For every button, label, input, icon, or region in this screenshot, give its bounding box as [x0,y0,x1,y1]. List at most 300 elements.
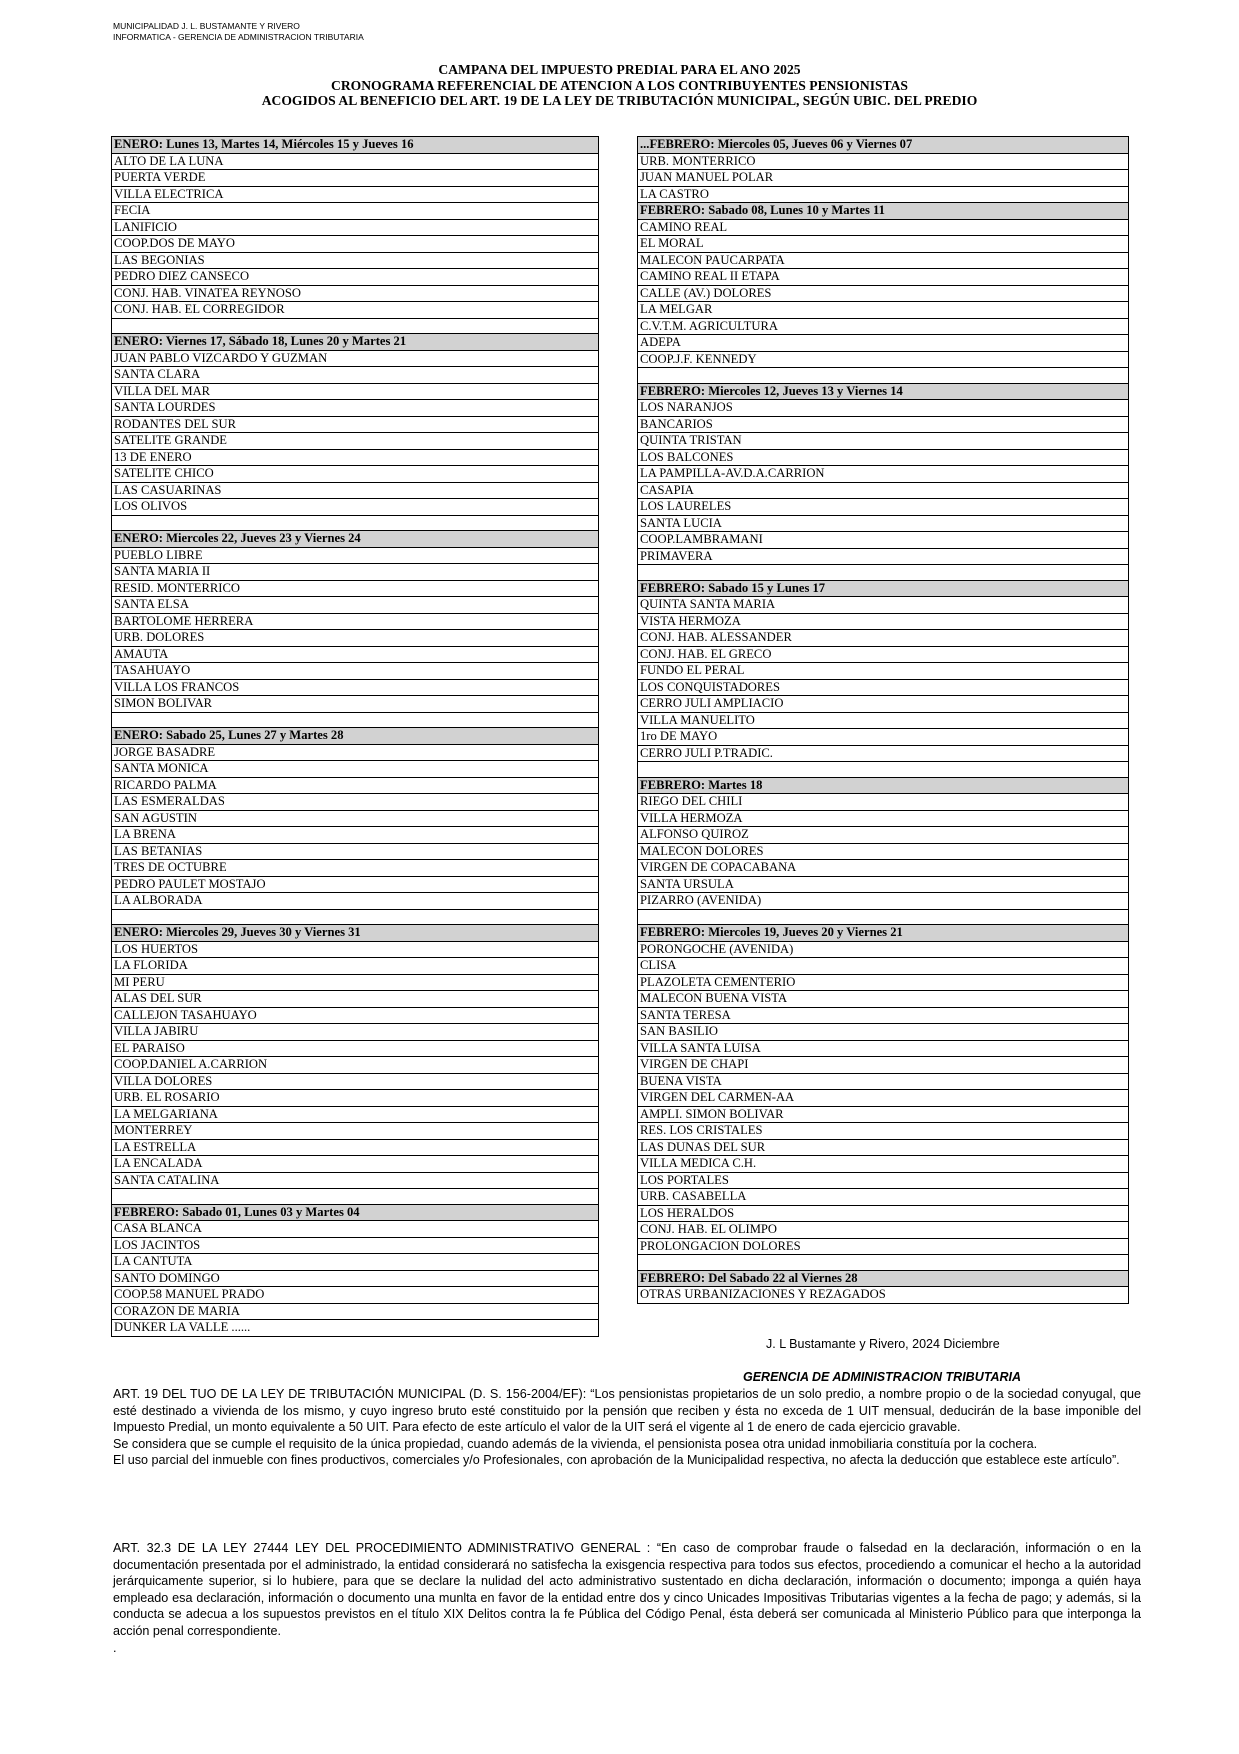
legal-art-32-paragraph: ART. 32.3 DE LA LEY 27444 LEY DEL PROCEDIMIENTO ADMINISTRATIVO GENERAL : “En caso de comprobar fraude o falsedad en la declaración, información o en la documentación presentada por el administrado, la entidad considerará no satisfecha la exisgencia respectiva para todos sus efectos, procediendo a comunicar el hecho a la autoridad jerárquicamente superior, si lo hubiere, para que se declare la nulidad del acto administrativo sustentado en dicha declaración, información o documento; imponga a quién haya empleado esa declaración, información o documento una munlta en favor de la entidad entre dos y cinco Unicades Impositivas Tributarias vigentes a la fecha de pago; y además, si la conducta se adecua a los supuestos previstos en el título XIX Delitos contra la fe Pública del Código Penal, ésta deberá ser comunicada al Ministerio Público para que interponga la acción penal correspondiente. [113,1541,1141,1638]
urbanization-name: SATELITE GRANDE [112,433,599,450]
schedule-row [638,860,1129,877]
schedule-row [638,991,1129,1008]
schedule-row [638,449,1129,466]
urbanization-name: CERRO JULI AMPLIACIO [638,696,1129,713]
urbanization-name: LA MELGAR [638,302,1129,319]
schedule-row [112,564,599,581]
urbanization-name: CONJ. HAB. ALESSANDER [638,630,1129,647]
schedule-row [112,1287,599,1304]
urbanization-name: RICARDO PALMA [112,777,599,794]
schedule-row [112,941,599,958]
schedule-row [638,712,1129,729]
schedule-row [112,1221,599,1238]
schedule-row [638,1024,1129,1041]
urbanization-name: LA MELGARIANA [112,1106,599,1123]
urbanization-name: LOS CONQUISTADORES [638,679,1129,696]
urbanization-name: PORONGOCHE (AVENIDA) [638,941,1129,958]
schedule-header-row [638,580,1129,597]
schedule-row [112,991,599,1008]
urbanization-name [638,565,1129,581]
schedule-row [638,794,1129,811]
schedule-row [112,843,599,860]
urbanization-name: 13 DE ENERO [112,449,599,466]
schedule-row [638,729,1129,746]
schedule-row [112,794,599,811]
schedule-row [638,1238,1129,1255]
schedule-row [638,843,1129,860]
schedule-row [112,1090,599,1107]
urbanization-name: BUENA VISTA [638,1073,1129,1090]
schedule-row [112,1040,599,1057]
urbanization-name: ALAS DEL SUR [112,991,599,1008]
schedule-row [112,449,599,466]
schedule-header-row [112,1204,599,1221]
schedule-row [638,941,1129,958]
urbanization-name: PLAZOLETA CEMENTERIO [638,974,1129,991]
schedule-date-header: ...FEBRERO: Miercoles 05, Jueves 06 y Viernes 07 [638,137,1129,154]
schedule-row [112,482,599,499]
urbanization-name: LA BRENA [112,827,599,844]
schedule-row [638,302,1129,319]
urbanization-name: LAS ESMERALDAS [112,794,599,811]
urbanization-name: FECIA [112,203,599,220]
urbanization-name: ADEPA [638,335,1129,352]
urbanization-name: CERRO JULI P.TRADIC. [638,745,1129,762]
urbanization-name: LOS HERALDOS [638,1205,1129,1222]
schedule-row [112,1254,599,1271]
schedule-header-row [638,777,1129,794]
urbanization-name: SANTA LUCIA [638,515,1129,532]
schedule-row [638,613,1129,630]
urbanization-name: BARTOLOME HERRERA [112,613,599,630]
schedule-row [638,663,1129,680]
urbanization-name: COOP.LAMBRAMANI [638,532,1129,549]
schedule-date-header: FEBRERO: Martes 18 [638,777,1129,794]
schedule-row [638,1040,1129,1057]
urbanization-name: RESID. MONTERRICO [112,580,599,597]
schedule-row [112,958,599,975]
schedule-row [638,1106,1129,1123]
schedule-row [112,1007,599,1024]
urbanization-name: LOS LAURELES [638,499,1129,516]
urbanization-name: EL MORAL [638,236,1129,253]
schedule-header-row [638,383,1129,400]
schedule-row [112,1024,599,1041]
urbanization-name: CONJ. HAB. EL OLIMPO [638,1222,1129,1239]
schedule-row [112,630,599,647]
schedule-date-header: ENERO: Miercoles 22, Jueves 23 y Viernes 24 [112,531,599,548]
urbanization-name: SANTA MARIA II [112,564,599,581]
schedule-table-right [637,136,1129,1304]
schedule-row [112,597,599,614]
urbanization-name: SANTA LOURDES [112,400,599,417]
schedule-row [638,974,1129,991]
urbanization-name [112,318,599,334]
schedule-header-row [112,137,599,154]
urbanization-name: PRIMAVERA [638,548,1129,565]
document-header [113,21,364,43]
urbanization-name: MALECON DOLORES [638,843,1129,860]
urbanization-name: SANTA ELSA [112,597,599,614]
schedule-row [638,1090,1129,1107]
schedule-row [638,400,1129,417]
urbanization-name: VILLA ELECTRICA [112,186,599,203]
schedule-row [112,302,599,319]
urbanization-name: ALFONSO QUIROZ [638,827,1129,844]
schedule-row [112,580,599,597]
schedule-row [112,186,599,203]
schedule-row [112,646,599,663]
legal-art-32 [113,1540,1141,1656]
urbanization-name [112,515,599,531]
urbanization-name: QUINTA SANTA MARIA [638,597,1129,614]
urbanization-name: VILLA SANTA LUISA [638,1040,1129,1057]
urbanization-name [112,909,599,925]
legal-art-19-paragraph: Se considera que se cumple el requisito de la única propiedad, cuando además de la vivienda, el pensionista posea otra unidad inmobiliaria constituía por la cochera. [113,1436,1038,1451]
schedule-date-header: FEBRERO: Sabado 08, Lunes 10 y Martes 11 [638,203,1129,220]
urbanization-name: AMPLI. SIMON BOLIVAR [638,1106,1129,1123]
schedule-header-row [638,925,1129,942]
urbanization-name: URB. DOLORES [112,630,599,647]
urbanization-name: AMAUTA [112,646,599,663]
schedule-row [638,515,1129,532]
schedule-row [112,383,599,400]
urbanization-name: LOS OLIVOS [112,499,599,516]
schedule-row [112,1189,599,1205]
schedule-row [638,909,1129,925]
schedule-row [112,810,599,827]
urbanization-name: LA ALBORADA [112,893,599,910]
schedule-row [638,499,1129,516]
urbanization-name: BANCARIOS [638,416,1129,433]
urbanization-name: 1ro DE MAYO [638,729,1129,746]
schedule-row [112,285,599,302]
urbanization-name: RODANTES DEL SUR [112,416,599,433]
urbanization-name: SIMON BOLIVAR [112,696,599,713]
schedule-row [638,893,1129,910]
schedule-row [638,219,1129,236]
schedule-row [638,416,1129,433]
urbanization-name: LA ESTRELLA [112,1139,599,1156]
urbanization-name [638,1255,1129,1271]
urbanization-name: LOS HUERTOS [112,941,599,958]
schedule-row [112,909,599,925]
schedule-row [112,1172,599,1189]
urbanization-name: SANTA CLARA [112,367,599,384]
schedule-header-row [638,1270,1129,1287]
header-line-municipality: MUNICIPALIDAD J. L. BUSTAMANTE Y RIVERO [113,21,300,31]
urbanization-name [638,368,1129,384]
urbanization-name: TRES DE OCTUBRE [112,860,599,877]
schedule-row [638,1189,1129,1206]
schedule-row [638,597,1129,614]
schedule-row [638,827,1129,844]
urbanization-name: SANTO DOMINGO [112,1270,599,1287]
urbanization-name: C.V.T.M. AGRICULTURA [638,318,1129,335]
schedule-row [638,532,1129,549]
schedule-row [638,1205,1129,1222]
schedule-row [638,1172,1129,1189]
schedule-row [638,153,1129,170]
schedule-row [638,252,1129,269]
schedule-row [112,860,599,877]
urbanization-name: TASAHUAYO [112,663,599,680]
schedule-row [638,186,1129,203]
schedule-row [112,1303,599,1320]
title-line-1: CAMPANA DEL IMPUESTO PREDIAL PARA EL ANO 2025 [438,62,801,77]
urbanization-name: VIRGEN DEL CARMEN-AA [638,1090,1129,1107]
urbanization-name: VILLA JABIRU [112,1024,599,1041]
urbanization-name: LANIFICIO [112,219,599,236]
urbanization-name: OTRAS URBANIZACIONES Y REZAGADOS [638,1287,1129,1304]
urbanization-name: PEDRO PAULET MOSTAJO [112,876,599,893]
schedule-row [112,893,599,910]
urbanization-name: PROLONGACION DOLORES [638,1238,1129,1255]
schedule-date-header: ENERO: Miercoles 29, Jueves 30 y Viernes 31 [112,925,599,942]
schedule-row [638,1057,1129,1074]
urbanization-name: SAN BASILIO [638,1024,1129,1041]
document-titles [0,62,1239,109]
schedule-row [112,1073,599,1090]
urbanization-name: MALECON BUENA VISTA [638,991,1129,1008]
schedule-row [638,696,1129,713]
urbanization-name: EL PARAISO [112,1040,599,1057]
urbanization-name: JUAN MANUEL POLAR [638,170,1129,187]
gerencia-signature: GERENCIA DE ADMINISTRACION TRIBUTARIA [743,1370,1022,1384]
schedule-row [638,285,1129,302]
schedule-header-row [112,925,599,942]
urbanization-name: RIEGO DEL CHILI [638,794,1129,811]
schedule-row [638,236,1129,253]
urbanization-name: CORAZON DE MARIA [112,1303,599,1320]
schedule-row [638,1073,1129,1090]
urbanization-name [638,762,1129,778]
urbanization-name: VIRGEN DE COPACABANA [638,860,1129,877]
urbanization-name: URB. EL ROSARIO [112,1090,599,1107]
urbanization-name: LOS PORTALES [638,1172,1129,1189]
urbanization-name: LAS BEGONIAS [112,252,599,269]
place-date: J. L Bustamante y Rivero, 2024 Diciembre [766,1337,1000,1351]
schedule-row [638,1156,1129,1173]
urbanization-name: PUEBLO LIBRE [112,547,599,564]
urbanization-name: URB. MONTERRICO [638,153,1129,170]
schedule-row [638,433,1129,450]
schedule-row [112,1237,599,1254]
urbanization-name: LAS CASUARINAS [112,482,599,499]
urbanization-name: SANTA TERESA [638,1007,1129,1024]
schedule-header-row [112,728,599,745]
schedule-table-left [111,136,599,1337]
title-line-3: ACOGIDOS AL BENEFICIO DEL ART. 19 DE LA LEY DE TRIBUTACIÓN MUNICIPAL, SEGÚN UBIC. DEL PREDIO [261,93,978,108]
urbanization-name: VISTA HERMOZA [638,613,1129,630]
urbanization-name: CAMINO REAL II ETAPA [638,269,1129,286]
urbanization-name: JORGE BASADRE [112,744,599,761]
schedule-date-header: FEBRERO: Sabado 15 y Lunes 17 [638,580,1129,597]
urbanization-name: CAMINO REAL [638,219,1129,236]
schedule-row [112,1139,599,1156]
schedule-row [112,1057,599,1074]
schedule-row [638,548,1129,565]
schedule-row [638,679,1129,696]
urbanization-name: LOS JACINTOS [112,1237,599,1254]
schedule-date-header: ENERO: Lunes 13, Martes 14, Miércoles 15 y Jueves 16 [112,137,599,154]
urbanization-name: LA CASTRO [638,186,1129,203]
urbanization-name: CONJ. HAB. EL CORREGIDOR [112,302,599,319]
schedule-date-header: FEBRERO: Miercoles 19, Jueves 20 y Viernes 21 [638,925,1129,942]
schedule-date-header: ENERO: Viernes 17, Sábado 18, Lunes 20 y Martes 21 [112,334,599,351]
urbanization-name: RES. LOS CRISTALES [638,1123,1129,1140]
urbanization-name: COOP.58 MANUEL PRADO [112,1287,599,1304]
urbanization-name: MONTERREY [112,1123,599,1140]
urbanization-name: SANTA MONICA [112,761,599,778]
urbanization-name: COOP.DOS DE MAYO [112,236,599,253]
urbanization-name [112,712,599,728]
schedule-row [112,1320,599,1337]
schedule-row [112,974,599,991]
urbanization-name: PUERTA VERDE [112,170,599,187]
schedule-row [112,663,599,680]
schedule-row [112,269,599,286]
trailing-dot: . [113,1640,117,1655]
schedule-row [638,335,1129,352]
schedule-row [112,219,599,236]
schedule-row [112,318,599,334]
schedule-row [638,482,1129,499]
schedule-row [112,712,599,728]
schedule-row [112,547,599,564]
urbanization-name: VILLA DOLORES [112,1073,599,1090]
schedule-row [112,827,599,844]
schedule-row [112,153,599,170]
urbanization-name: ALTO DE LA LUNA [112,153,599,170]
schedule-row [112,433,599,450]
schedule-row [112,1123,599,1140]
urbanization-name: LAS BETANIAS [112,843,599,860]
schedule-row [112,1106,599,1123]
schedule-row [112,613,599,630]
schedule-date-header: FEBRERO: Del Sabado 22 al Viernes 28 [638,1270,1129,1287]
schedule-row [638,762,1129,778]
urbanization-name: LOS NARANJOS [638,400,1129,417]
schedule-row [638,170,1129,187]
urbanization-name [112,1189,599,1205]
title-line-2: CRONOGRAMA REFERENCIAL DE ATENCION A LOS CONTRIBUYENTES PENSIONISTAS [331,77,908,93]
urbanization-name: LAS DUNAS DEL SUR [638,1139,1129,1156]
schedule-header-row [112,531,599,548]
urbanization-name: CONJ. HAB. VINATEA REYNOSO [112,285,599,302]
schedule-row [638,565,1129,581]
schedule-row [638,1287,1129,1304]
urbanization-name: QUINTA TRISTAN [638,433,1129,450]
urbanization-name: CALLE (AV.) DOLORES [638,285,1129,302]
urbanization-name: VILLA MEDICA C.H. [638,1156,1129,1173]
schedule-row [638,630,1129,647]
urbanization-name: LA PAMPILLA-AV.D.A.CARRION [638,466,1129,483]
urbanization-name: VILLA DEL MAR [112,383,599,400]
schedule-row [112,236,599,253]
urbanization-name: JUAN PABLO VIZCARDO Y GUZMAN [112,350,599,367]
schedule-row [112,876,599,893]
urbanization-name: LOS BALCONES [638,449,1129,466]
header-line-department: INFORMATICA - GERENCIA DE ADMINISTRACION TRIBUTARIA [113,32,364,42]
schedule-row [112,761,599,778]
urbanization-name: FUNDO EL PERAL [638,663,1129,680]
urbanization-name: DUNKER LA VALLE ...... [112,1320,599,1337]
schedule-row [112,170,599,187]
schedule-row [638,745,1129,762]
urbanization-name: URB. CASABELLA [638,1189,1129,1206]
schedule-row [112,400,599,417]
schedule-row [112,777,599,794]
schedule-header-row [638,203,1129,220]
schedule-date-header: FEBRERO: Miercoles 12, Jueves 13 y Viernes 14 [638,383,1129,400]
urbanization-name: SATELITE CHICO [112,466,599,483]
schedule-row [112,499,599,516]
urbanization-name: VIRGEN DE CHAPI [638,1057,1129,1074]
schedule-row [112,350,599,367]
schedule-row [112,1270,599,1287]
urbanization-name: PIZARRO (AVENIDA) [638,893,1129,910]
schedule-row [638,1222,1129,1239]
urbanization-name [638,909,1129,925]
schedule-row [638,876,1129,893]
urbanization-name: LA ENCALADA [112,1156,599,1173]
schedule-row [638,958,1129,975]
urbanization-name: CASAPIA [638,482,1129,499]
schedule-row [638,269,1129,286]
schedule-row [112,744,599,761]
schedule-row [112,1156,599,1173]
urbanization-name: COOP.DANIEL A.CARRION [112,1057,599,1074]
schedule-row [112,466,599,483]
schedule-row [112,696,599,713]
urbanization-name: MI PERU [112,974,599,991]
schedule-row [638,1123,1129,1140]
urbanization-name: CONJ. HAB. EL GRECO [638,646,1129,663]
urbanization-name: PEDRO DIEZ CANSECO [112,269,599,286]
urbanization-name: LA CANTUTA [112,1254,599,1271]
schedule-row [638,646,1129,663]
urbanization-name: SAN AGUSTIN [112,810,599,827]
legal-art-19-paragraph: ART. 19 DEL TUO DE LA LEY DE TRIBUTACIÓN MUNICIPAL (D. S. 156-2004/EF): “Los pensionistas propietarios de un solo predio, a nombre propio o de la sociedad conyugal, que esté destinado a vivienda de los mismo, y cuyo ingreso bruto esté constituido por la pensión que reciben y ésta no exceda de 1 UIT mensual, deducirán de la base imponible del Impuesto Predial, un monto equivalente a 50 UIT. Para efecto de este artículo el valor de la UIT será el vigente al 1 de enero de cada ejercicio gravable. [113,1387,1141,1435]
schedule-header-row [638,137,1129,154]
legal-art-19 [113,1386,1141,1469]
schedule-row [112,679,599,696]
urbanization-name: CLISA [638,958,1129,975]
schedule-row [112,203,599,220]
urbanization-name: LA FLORIDA [112,958,599,975]
urbanization-name: MALECON PAUCARPATA [638,252,1129,269]
schedule-row [638,466,1129,483]
schedule-row [638,1007,1129,1024]
schedule-row [112,252,599,269]
schedule-date-header: ENERO: Sabado 25, Lunes 27 y Martes 28 [112,728,599,745]
schedule-row [638,351,1129,368]
schedule-row [112,416,599,433]
schedule-date-header: FEBRERO: Sabado 01, Lunes 03 y Martes 04 [112,1204,599,1221]
schedule-row [112,367,599,384]
urbanization-name: VILLA HERMOZA [638,810,1129,827]
urbanization-name: CALLEJON TASAHUAYO [112,1007,599,1024]
schedule-row [638,368,1129,384]
schedule-header-row [112,334,599,351]
urbanization-name: SANTA URSULA [638,876,1129,893]
urbanization-name: COOP.J.F. KENNEDY [638,351,1129,368]
schedule-row [638,318,1129,335]
urbanization-name: SANTA CATALINA [112,1172,599,1189]
schedule-row [638,1139,1129,1156]
urbanization-name: VILLA MANUELITO [638,712,1129,729]
